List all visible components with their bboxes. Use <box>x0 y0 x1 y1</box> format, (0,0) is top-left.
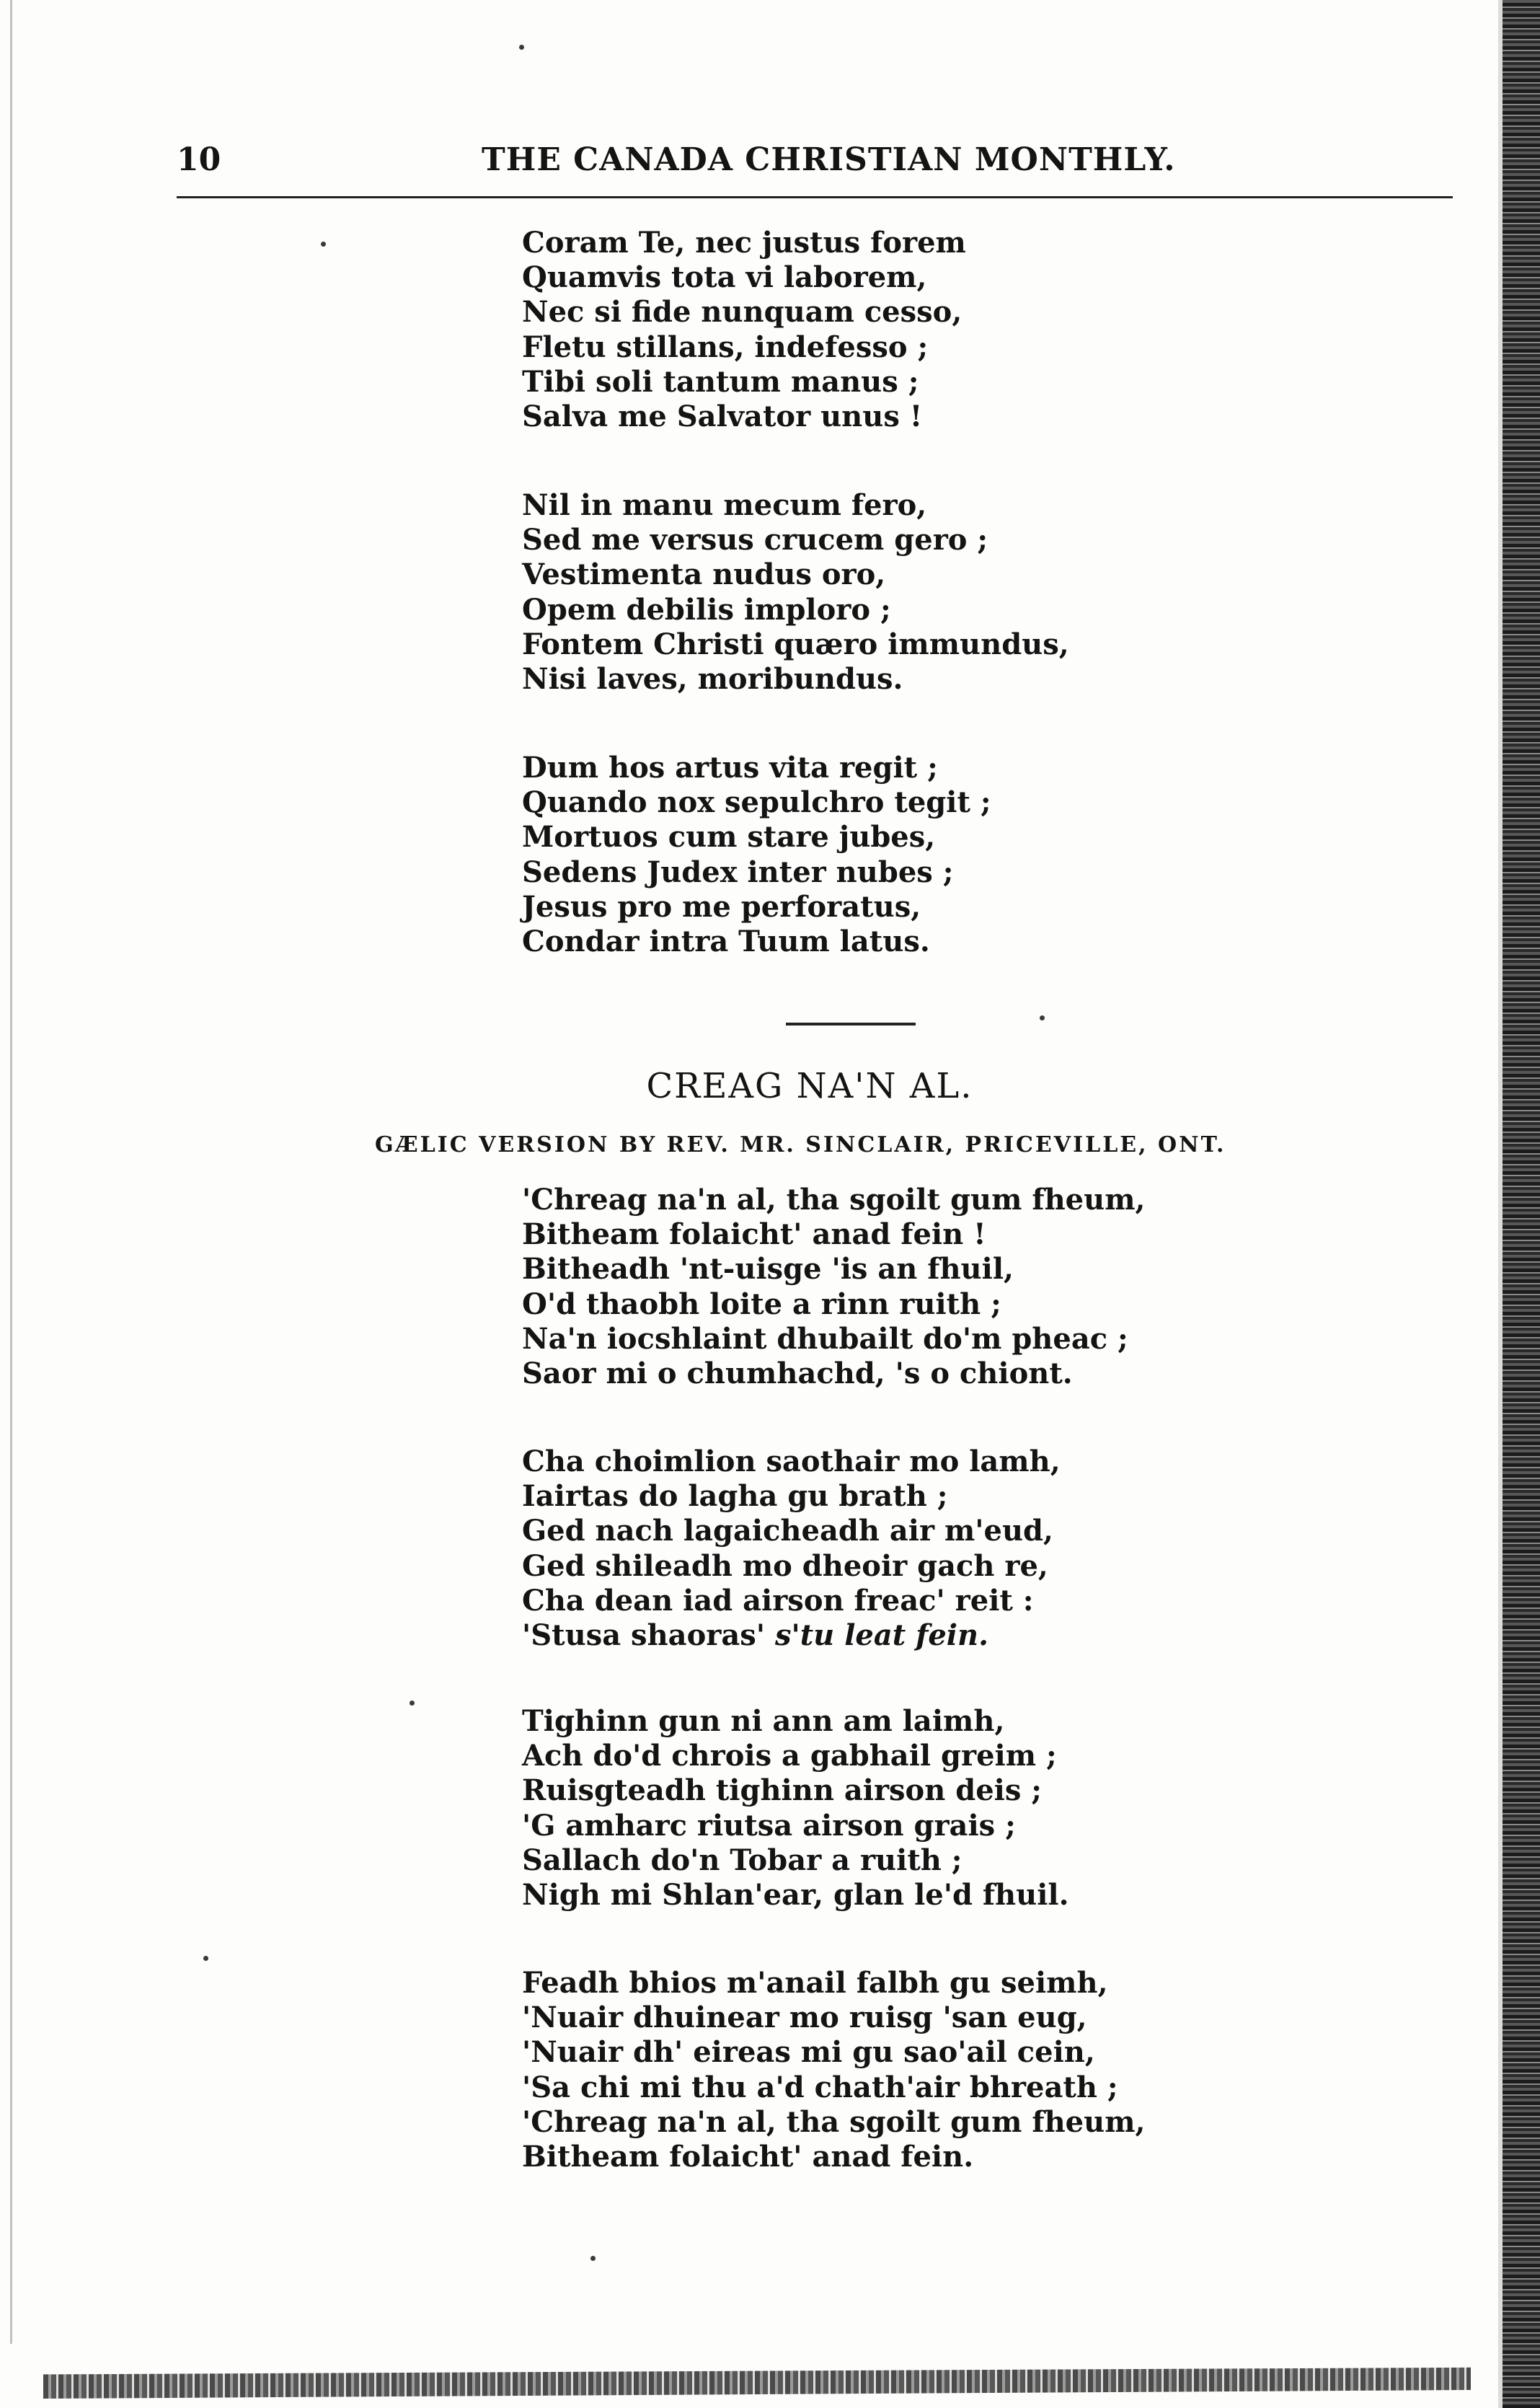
ink-speck <box>321 242 326 247</box>
poem-line: Ged nach lagaicheadh air m'eud, <box>522 1514 1053 1548</box>
poem-line: Condar intra Tuum latus. <box>522 924 930 958</box>
poem-line: Nil in manu mecum fero, <box>522 488 927 522</box>
poem-line: Sedens Judex inter nubes ; <box>522 855 954 889</box>
poem-line: Feadh bhios m'anail falbh gu seimh, <box>522 1966 1108 2000</box>
poem-line: 'Nuair dh' eireas mi gu sao'ail cein, <box>522 2035 1095 2070</box>
poem-line: Ach do'd chrois a gabhail greim ; <box>522 1739 1057 1773</box>
poem-line: Jesus pro me perforatus, <box>522 889 921 924</box>
poem-line: Tibi soli tantum manus ; <box>522 364 919 399</box>
poem-line: Nec si fide nunquam cesso, <box>522 295 962 330</box>
section-divider <box>786 1023 916 1026</box>
poem-line: 'Nuair dhuinear mo ruisg 'san eug, <box>522 2001 1087 2035</box>
poem-line: Ged shileadh mo dheoir gach re, <box>522 1548 1048 1583</box>
poem-line: Nisi laves, moribundus. <box>522 661 903 696</box>
poem-line: Saor mi o chumhachd, 's o chiont. <box>522 1356 1073 1390</box>
poem-line: Vestimenta nudus oro, <box>522 557 886 592</box>
poem-line-roman: 'Stusa shaoras' <box>522 1618 775 1652</box>
ink-speck <box>1040 1015 1045 1020</box>
latin-stanza-1 <box>522 226 966 434</box>
ink-speck <box>519 45 524 50</box>
ink-speck <box>590 2256 596 2261</box>
poem-line: 'Chreag na'n al, tha sgoilt gum fheum, <box>522 2104 1146 2139</box>
running-header <box>177 141 1417 185</box>
ink-speck <box>410 1701 415 1706</box>
poem-line: Dum hos artus vita regit ; <box>522 751 938 785</box>
poem-line: Cha dean iad airson freac' reit : <box>522 1583 1034 1618</box>
poem-line: Na'n iocshlaint dhubailt do'm pheac ; <box>522 1321 1128 1356</box>
page-edge-left <box>10 0 12 2344</box>
gaelic-stanza-4 <box>522 1966 1145 2174</box>
page-number: 10 <box>177 141 221 178</box>
poem-line: Quando nox sepulchro tegit ; <box>522 785 991 820</box>
poem-line: Ruisgteadh tighinn airson deis ; <box>522 1773 1043 1808</box>
poem-line: Sed me versus crucem gero ; <box>522 523 988 557</box>
header-rule <box>177 196 1453 198</box>
gaelic-stanza-1 <box>522 1183 1145 1391</box>
poem-line: O'd thaobh loite a rinn ruith ; <box>522 1287 1001 1321</box>
poem-line: Bitheadh 'nt-uisge 'is an fhuil, <box>522 1252 1014 1287</box>
poem-title: CREAG NA'N AL. <box>646 1066 973 1106</box>
poem-line-italic: s'tu leat fein. <box>774 1618 989 1652</box>
poem-line: Sallach do'n Tobar a ruith ; <box>522 1843 962 1877</box>
poem-byline: GÆLIC VERSION BY REV. MR. SINCLAIR, PRICEVILLE, ONT. <box>375 1132 1226 1157</box>
poem-line: Coram Te, nec justus forem <box>522 226 966 260</box>
poem-line: 'G amharc riutsa airson grais ; <box>522 1808 1016 1843</box>
poem-line: 'Chreag na'n al, tha sgoilt gum fheum, <box>522 1183 1146 1217</box>
latin-stanza-3 <box>522 751 991 959</box>
poem-line: Mortuos cum stare jubes, <box>522 820 936 855</box>
poem-line-mixed <box>522 1618 1061 1653</box>
poem-line: Quamvis tota vi laborem, <box>522 260 927 295</box>
page-binding-edge <box>1503 0 1540 2408</box>
poem-line: 'Sa chi mi thu a'd chath'air bhreath ; <box>522 2070 1118 2104</box>
poem-line: Opem debilis imploro ; <box>522 592 891 627</box>
ink-speck <box>203 1956 208 1961</box>
poem-line: Fontem Christi quæro immundus, <box>522 627 1069 661</box>
poem-line: Bitheam folaicht' anad fein. <box>522 2139 974 2174</box>
poem-line: Cha choimlion saothair mo lamh, <box>522 1445 1061 1478</box>
poem-line: Tighinn gun ni ann am laimh, <box>522 1704 1005 1738</box>
gaelic-stanza-3 <box>522 1704 1069 1913</box>
gaelic-stanza-2 <box>522 1445 1061 1653</box>
latin-stanza-2 <box>522 488 1069 697</box>
poem-line: Salva me Salvator unus ! <box>522 399 923 433</box>
poem-line: Iairtas do lagha gu brath ; <box>522 1479 948 1514</box>
poem-line: Bitheam folaicht' anad fein ! <box>522 1217 986 1252</box>
poem-line: Fletu stillans, indefesso ; <box>522 330 929 364</box>
poem-line: Nigh mi Shlan'ear, glan le'd fhuil. <box>522 1877 1069 1912</box>
journal-title: THE CANADA CHRISTIAN MONTHLY. <box>482 141 1176 178</box>
page-edge-bottom <box>43 2364 1471 2399</box>
